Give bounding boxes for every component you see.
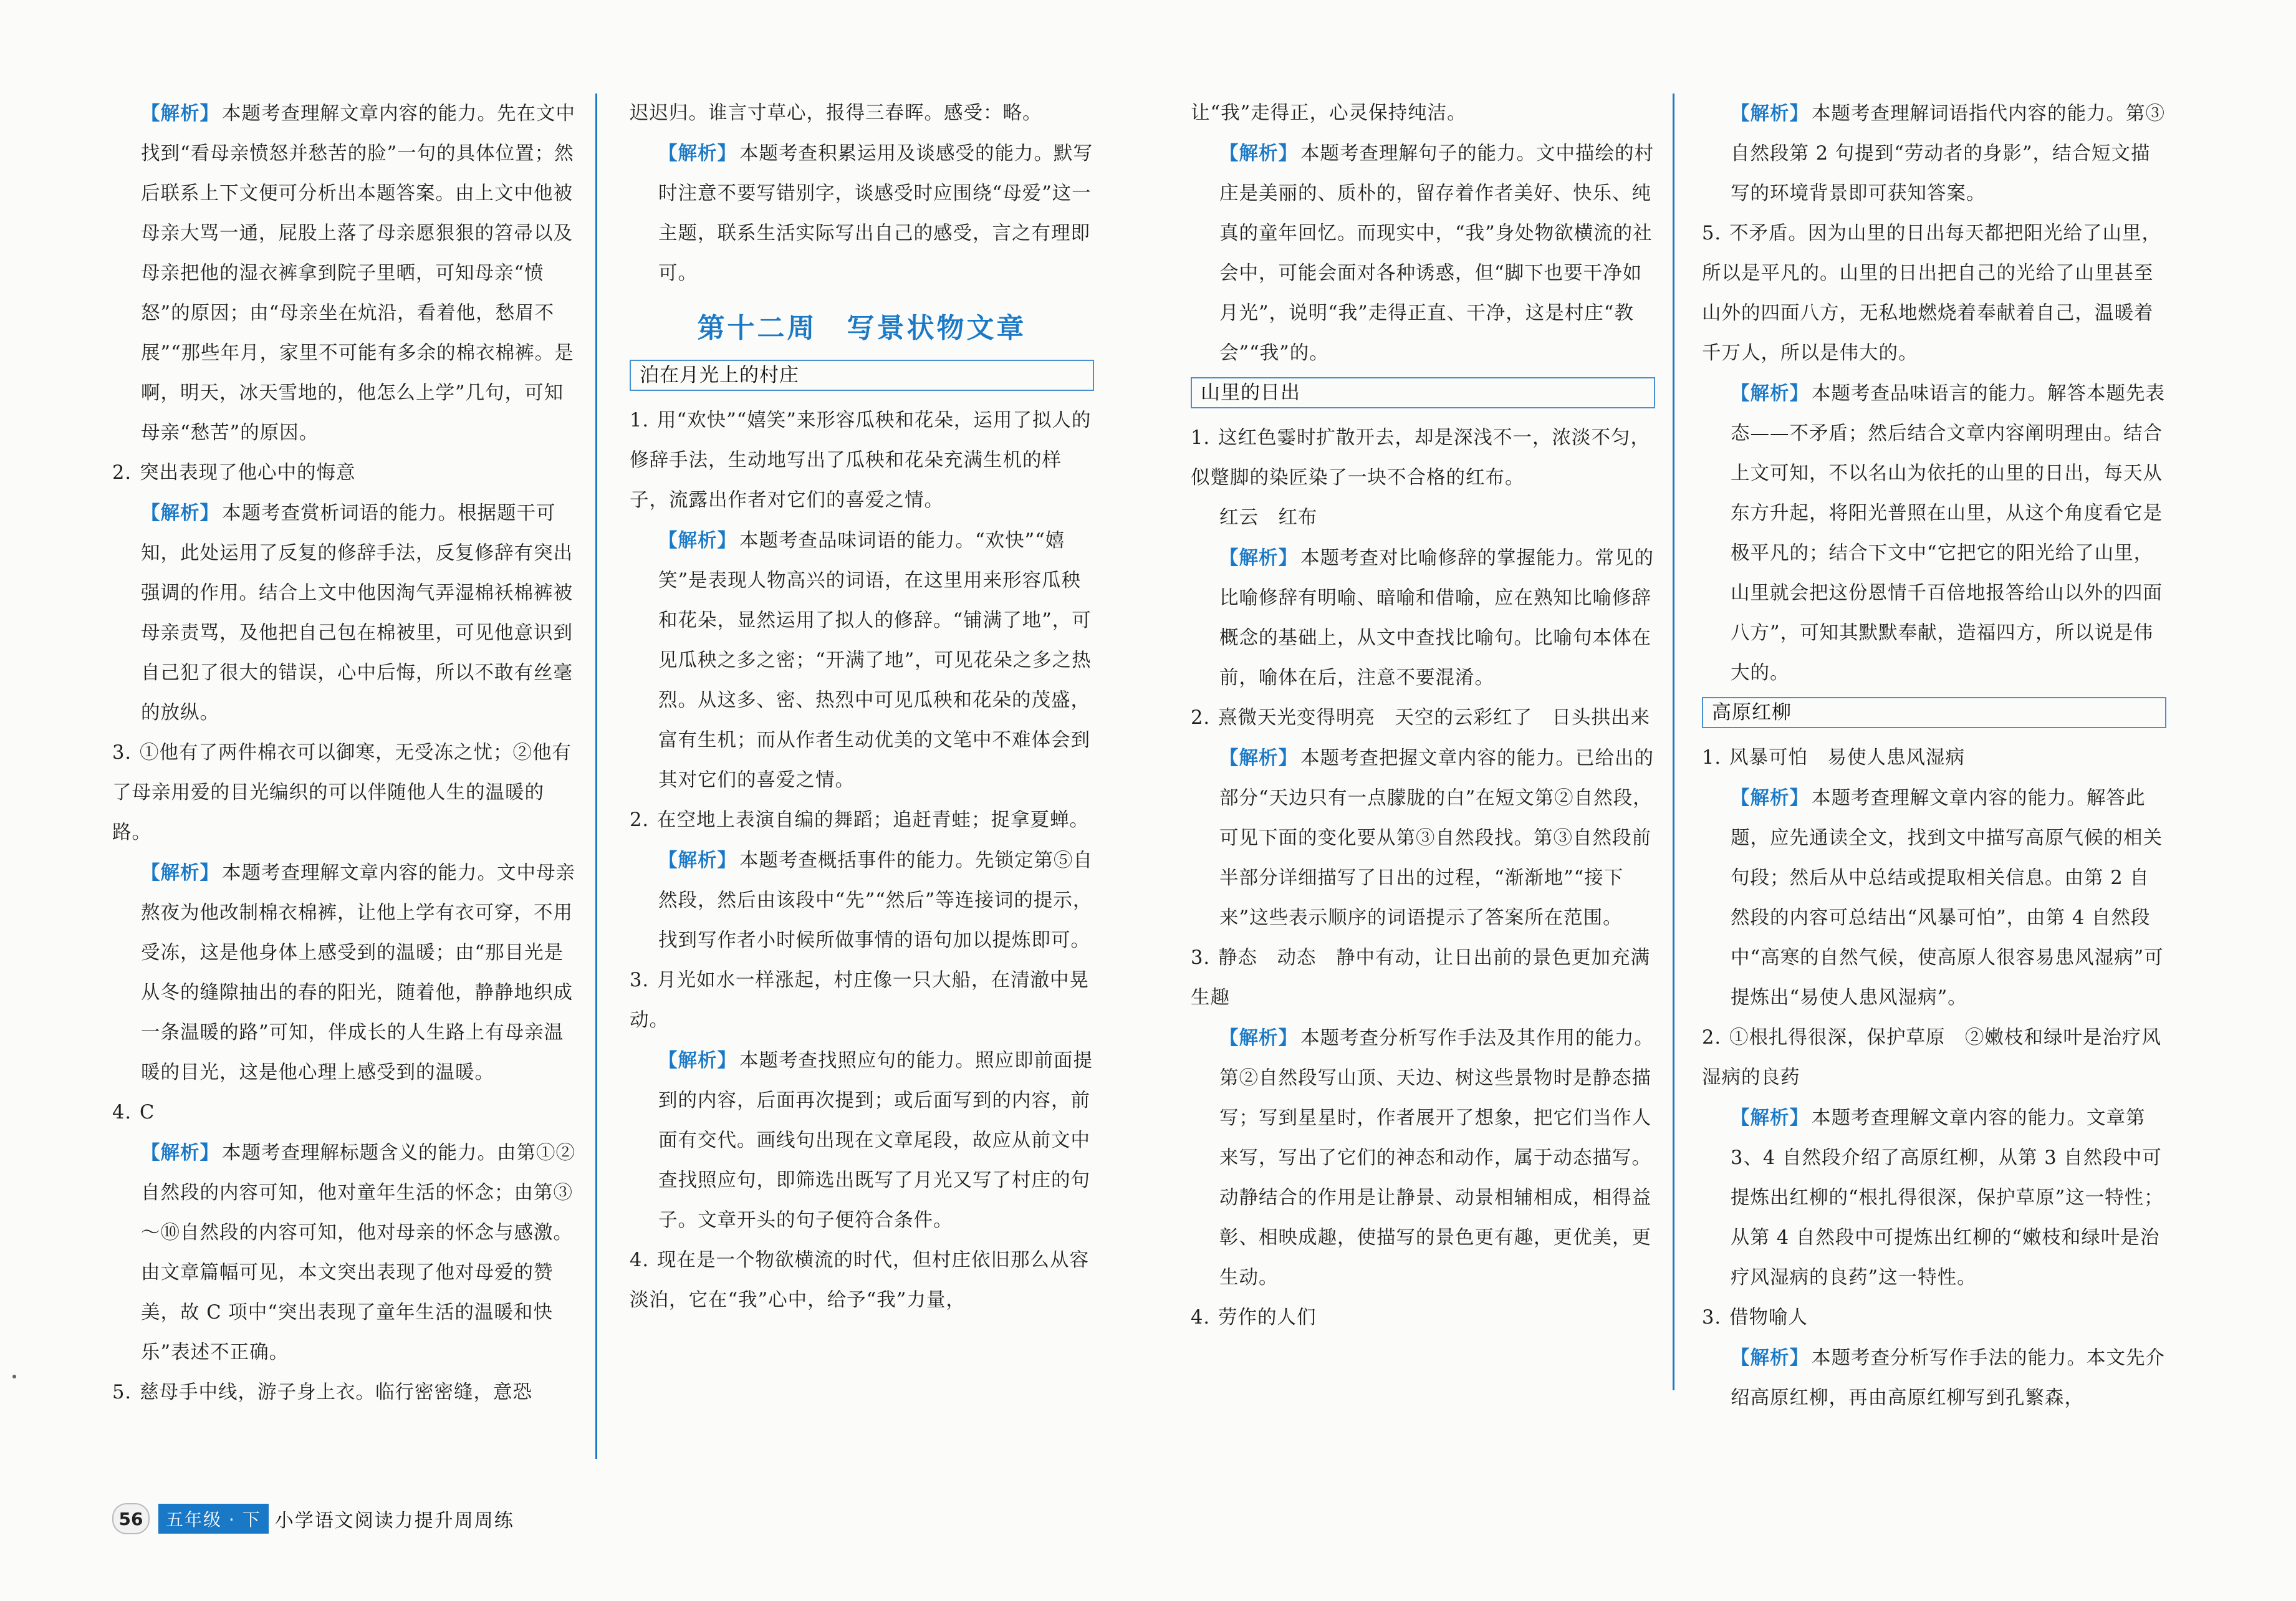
paragraph: 红云 红布 [1219,507,1318,529]
analysis-block [1702,94,2166,214]
analysis-text: 本题考查分析写作手法及其作用的能力。第②自然段写山顶、天边、树这些景物时是静态描写；写到星星时，作者展开了想象，把它们当作人来写，写出了它们的神态和动作，属于动态描写。动静结合的作用是让静景、动景相辅相成，相得益彰、相映成趣，使描写的景色更有趣，更优美，更生动。 [1219,1027,1654,1289]
analysis-block [630,840,1094,961]
article-title: 泊在月光上的村庄 [630,360,1094,391]
analysis-tag: 【解析】 [1219,1027,1298,1049]
analysis-block [630,521,1094,801]
item-number: 3. [1191,947,1211,969]
item-number: 2. [1191,707,1211,729]
analysis-text: 本题考查品味语言的能力。解答本题先表态——不矛盾；然后结合文章内容阐明理由。结合上文可知，不以名山为依托的山里的日出，每天从东方升起，将阳光普照在山里，从这个角度看它是极平凡的；结合下文中“它把它的阳光给了山里，山里就会把这份恩情千百倍地报答给山以外的四面八方”，可知其默默奉献，造福四方，所以说是伟大的。 [1731,383,2165,684]
analysis-tag: 【解析】 [658,849,737,872]
section-title: 第十二周 写景状物文章 [697,312,1027,344]
item-number: 2. [112,462,132,484]
item-number: 1. [1191,427,1211,449]
item-number: 4. [112,1102,132,1123]
column-2 [630,94,1094,1515]
analysis-tag: 【解析】 [141,862,219,884]
answer-item [630,1241,1094,1320]
item-number: 3. [630,969,650,991]
analysis-tag: 【解析】 [1731,787,1809,809]
analysis-text: 本题考查对比喻修辞的掌握能力。常见的比喻修辞有明喻、暗喻和借喻，应在熟知比喻修辞概念的基础上，从文中查找比喻句。比喻句本体在前，喻体在后，注意不要混淆。 [1219,547,1654,689]
answer-text: 突出表现了他心中的悔意 [140,462,356,484]
column-divider [595,94,597,1459]
analysis-block [1702,778,2166,1018]
answer-text: 静态 动态 静中有动，让日出前的景色更加充满生趣 [1191,947,1650,1009]
analysis-tag: 【解析】 [1731,1347,1809,1369]
analysis-tag: 【解析】 [1731,102,1809,125]
answer-item [1191,1298,1655,1338]
answer-item [630,801,1094,840]
answer-item [1191,938,1655,1018]
answer-item [1702,214,2166,373]
analysis-block [1191,538,1655,698]
analysis-text: 本题考查赏析词语的能力。根据题干可知，此处运用了反复的修辞手法，反复修辞有突出强调的作用。结合上文中他因淘气弄湿棉袄棉裤被母亲责骂，及他把自己包在棉被里，可见他意识到自己犯了很大的错误，心中后悔，所以不敢有丝毫的放纵。 [141,502,573,724]
grade-badge: 五年级 · 下 [158,1504,269,1534]
analysis-block [1191,1018,1655,1298]
answer-item [112,1373,577,1413]
answer-item [1191,698,1655,738]
answer-item [1702,1018,2166,1098]
answer-item [1191,418,1655,498]
answer-text: ①根扎得很深，保护草原 ②嫩枝和绿叶是治疗风湿病的良药 [1702,1027,2161,1089]
answer-text: 现在是一个物欲横流的时代，但村庄依旧那么从容淡泊，它在“我”心中，给予“我”力量， [630,1249,1089,1311]
article-title: 山里的日出 [1191,377,1655,408]
answer-text: 风暴可怕 易使人患风湿病 [1729,747,1965,769]
item-number: 5. [112,1382,132,1403]
answer-text: 不矛盾。因为山里的日出每天都把阳光给了山里，所以是平凡的。山里的日出把自己的光给了山里甚至山外的四面八方，无私地燃烧着奉献着自己，温暖着千万人，所以是伟大的。 [1702,223,2161,364]
analysis-tag: 【解析】 [1219,142,1298,165]
page-footer [112,1502,514,1535]
item-number: 5. [1702,223,1722,244]
analysis-text: 本题考查理解词语指代内容的能力。第③自然段第 2 句提到“劳动者的身影”，结合短文描写的环境背景即可获知答案。 [1731,103,2165,204]
column-divider [1673,94,1674,1390]
analysis-text: 本题考查找照应句的能力。照应即前面提到的内容，后面再次提到；或后面写到的内容，前面有交代。画线句出现在文章尾段，故应从前文中查找照应句，即筛选出既写了月光又写了村庄的句子。文章开头的句子便符合条件。 [658,1050,1093,1231]
analysis-tag: 【解析】 [658,529,737,552]
analysis-text: 本题考查理解句子的能力。文中描绘的村庄是美丽的、质朴的，留存着作者美好、快乐、纯真的童年回忆。而现实中，“我”身处物欲横流的社会中，可能会面对各种诱惑，但“脚下也要干净如月光”，说明“我”走得正直、干净，这是村庄“教会”“我”的。 [1219,143,1654,364]
analysis-tag: 【解析】 [1731,1107,1809,1129]
analysis-block [112,94,577,453]
item-number: 1. [1702,747,1722,769]
analysis-text: 本题考查理解文章内容的能力。文章第 3、4 自然段介绍了高原红柳，从第 3 自然段中可提炼出红柳的“根扎得很深，保护草原”这一特性；从第 4 自然段中可提炼出红柳的“嫩枝和绿叶是治疗风湿病的良药”这一特性。 [1731,1107,2164,1289]
analysis-text: 本题考查理解文章内容的能力。解答此题，应先通读全文，找到文中描写高原气候的相关句段；然后从中总结或提取相关信息。由第 2 自然段的内容可总结出“风暴可怕”，由第 4 自然段中“高寒的自然气候，使高原人很容易患风湿病”可提炼出“易使人患风湿病”。 [1731,787,2164,1009]
answer-text: 慈母手中线，游子身上衣。临行密密缝，意恐 [140,1382,532,1403]
column-4 [1702,94,2166,1515]
answer-text: 借物喻人 [1729,1307,1808,1329]
answer-item [630,961,1094,1041]
answer-item [1702,738,2166,778]
scan-dot [12,1375,16,1378]
answer-item [1702,1298,2166,1338]
analysis-text: 本题考查理解文章内容的能力。先在文中找到“看母亲愤怒并愁苦的脸”一句的具体位置；然后联系上下文便可分析出本题答案。由上文中他被母亲大骂一通，屁股上落了母亲愿狠狠的笤帚以及母亲把他的湿衣裤拿到院子里晒，可知母亲“愤怒”的原因；由“母亲坐在炕沿，看着他，愁眉不展”“那些年月，家里不可能有多余的棉衣棉裤。是啊，明天，冰天雪地的，他怎么上学”几句，可知母亲“愁苦”的原因。 [141,103,575,444]
item-number: 4. [630,1249,650,1271]
answer-text: 熹微天光变得明亮 天空的云彩红了 日头拱出来 [1218,707,1650,729]
article-title: 高原红柳 [1702,697,2166,728]
analysis-text: 本题考查理解文章内容的能力。文中母亲熬夜为他改制棉衣棉裤，让他上学有衣可穿，不用受冻，这是他身体上感受到的温暖；由“那目光是从冬的缝隙抽出的春的阳光，随着他，静静地织成一条温暖的路”可知，伴成长的人生路上有母亲温暖的目光，这是他心理上感受到的温暖。 [141,862,575,1084]
item-number: 3. [112,742,132,764]
item-number: 4. [1191,1307,1211,1329]
item-number: 3. [1702,1307,1722,1329]
analysis-tag: 【解析】 [141,1142,219,1164]
analysis-text: 本题考查概括事件的能力。先锁定第⑤自然段，然后由该段中“先”“然后”等连接词的提示，找到写作者小时候所做事情的语句加以提炼即可。 [658,850,1093,951]
answer-text: 这红色霎时扩散开去，却是深浅不一，浓淡不匀，似蹩脚的染匠染了一块不合格的红布。 [1191,427,1650,489]
analysis-tag: 【解析】 [658,1049,737,1072]
paragraph: 让“我”走得正，心灵保持纯洁。 [1191,102,1467,124]
analysis-tag: 【解析】 [1219,747,1298,769]
answer-text: 月光如水一样涨起，村庄像一只大船，在清澈中晃动。 [630,969,1089,1031]
answer-text: 在空地上表演自编的舞蹈；追赶青蛙；捉拿夏蝉。 [657,809,1089,831]
analysis-text: 本题考查把握文章内容的能力。已给出的部分“天边只有一点朦胧的白”在短文第②自然段，可见下面的变化要从第③自然段找。第③自然段前半部分详细描写了日出的过程，“渐渐地”“接下来”这些表示顺序的词语提示了答案所在范围。 [1219,748,1654,929]
analysis-tag: 【解析】 [658,142,737,165]
answer-item [112,453,577,493]
analysis-text: 本题考查理解标题含义的能力。由第①②自然段的内容可知，他对童年生活的怀念；由第③～⑩自然段的内容可知，他对母亲的怀念与感激。由文章篇幅可见，本文突出表现了他对母爱的赞美，故 C 项中“突出表现了童年生活的温暖和快乐”表述不正确。 [141,1142,575,1363]
answer-text: 用“欢快”“嬉笑”来形容瓜秧和花朵，运用了拟人的修辞手法，生动地写出了瓜秧和花朵充满生机的样子，流露出作者对它们的喜爱之情。 [630,410,1092,511]
analysis-block [630,1041,1094,1241]
column-1 [112,94,577,1515]
answer-text: ①他有了两件棉衣可以御寒，无受冻之忧；②他有了母亲用爱的目光编织的可以伴随他人生的温暖的路。 [112,742,572,844]
analysis-text: 本题考查品味词语的能力。“欢快”“嬉笑”是表现人物高兴的词语，在这里用来形容瓜秧和花朵，显然运用了拟人的修辞。“铺满了地”，可见瓜秧之多之密；“开满了地”，可见花朵之多之热烈。从这多、密、热烈中可见瓜秧和花朵的茂盛，富有生机；而从作者生动优美的文笔中不难体会到其对它们的喜爱之情。 [658,530,1092,791]
answer-item [630,401,1094,521]
paragraph: 迟迟归。谁言寸草心，报得三春晖。感受：略。 [630,102,1042,124]
answer-item [112,1093,577,1133]
analysis-text: 本题考查分析写作手法的能力。本文先介绍高原红柳，再由高原红柳写到孔繁森， [1731,1347,2165,1409]
item-number: 1. [630,410,650,431]
book-title: 小学语文阅读力提升周周练 [274,1510,514,1532]
answer-item [112,733,577,853]
answer-text: 劳作的人们 [1218,1307,1317,1329]
page-number: 56 [112,1503,150,1534]
analysis-tag: 【解析】 [141,502,219,524]
analysis-tag: 【解析】 [1731,382,1809,405]
item-number: 2. [630,809,650,831]
analysis-block [1702,1338,2166,1418]
analysis-tag: 【解析】 [1219,547,1298,569]
answer-text: C [140,1102,155,1123]
analysis-block [112,1133,577,1373]
analysis-block [112,493,577,733]
item-number: 2. [1702,1027,1722,1049]
analysis-block [1702,373,2166,693]
analysis-block [112,853,577,1093]
analysis-block [1702,1098,2166,1298]
column-3 [1191,94,1655,1515]
analysis-tag: 【解析】 [141,102,219,125]
analysis-block [1191,738,1655,938]
analysis-text: 本题考查积累运用及谈感受的能力。默写时注意不要写错别字，谈感受时应围绕“母爱”这一主题，联系生活实际写出自己的感受，言之有理即可。 [658,143,1093,284]
analysis-block [630,133,1094,294]
analysis-block [1191,133,1655,373]
